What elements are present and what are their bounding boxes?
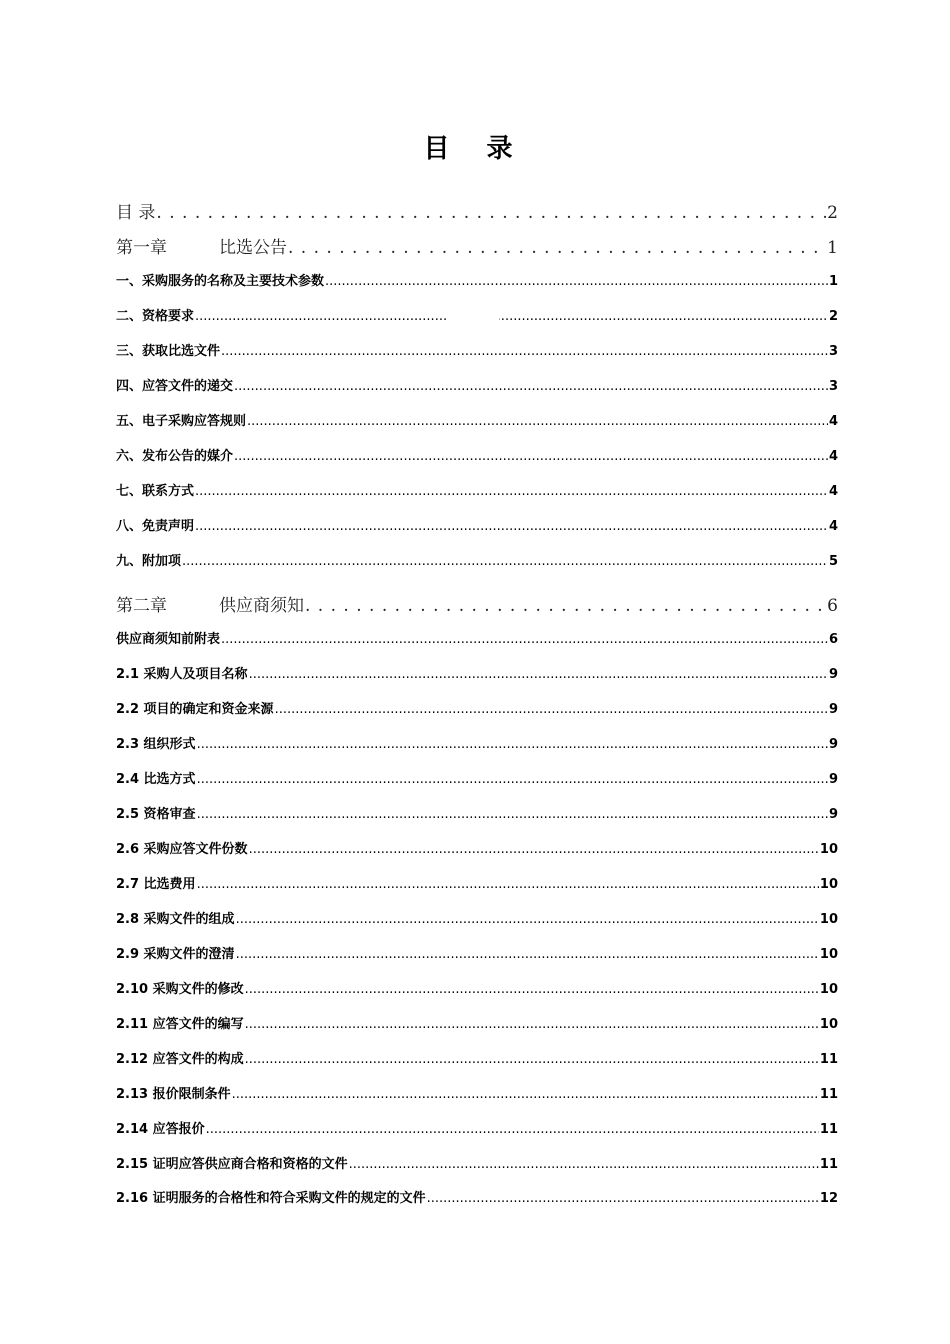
- toc-page-number: 9: [828, 807, 838, 822]
- toc-label: 2.3 组织形式: [116, 737, 196, 752]
- toc-entry[interactable]: [116, 1153, 838, 1173]
- toc-entry[interactable]: [116, 270, 838, 290]
- dot-leader: [197, 877, 819, 893]
- toc-page-number: 3: [828, 379, 838, 394]
- toc-page-number: 4: [828, 449, 838, 464]
- toc-label: 2.4 比选方式: [116, 772, 196, 787]
- toc-label: 2.7 比选费用: [116, 877, 196, 892]
- dot-leader: [232, 1087, 819, 1103]
- toc-page-number: 2: [828, 309, 838, 324]
- toc-page-number: 4: [828, 519, 838, 534]
- toc-label: 2.6 采购应答文件份数: [116, 842, 248, 857]
- dot-leader: [249, 667, 828, 683]
- page-title: 目 录: [423, 134, 527, 164]
- toc-label: 2.15 证明应答供应商合格和资格的文件: [116, 1157, 348, 1172]
- toc-entry[interactable]: [116, 1048, 838, 1068]
- toc-label: 二、资格要求: [116, 309, 195, 324]
- toc-page-number: 10: [819, 842, 838, 857]
- toc-page-number: 6: [827, 596, 838, 616]
- toc-label: 2.12 应答文件的构成: [116, 1052, 244, 1067]
- toc-page-number: 4: [828, 414, 838, 429]
- toc-entry[interactable]: [116, 1187, 838, 1207]
- toc-entry[interactable]: [116, 908, 838, 928]
- toc-label: 2.16 证明服务的合格性和符合采购文件的规定的文件: [116, 1191, 426, 1206]
- toc-page-number: 6: [828, 632, 838, 647]
- dot-leader: [197, 772, 828, 788]
- dot-leader: [234, 449, 828, 465]
- toc-page-number: 4: [828, 484, 838, 499]
- chapter-number: 第二章: [116, 596, 167, 616]
- toc-entry[interactable]: [116, 873, 838, 893]
- toc-label: 2.13 报价限制条件: [116, 1087, 231, 1102]
- toc-page-number: 11: [819, 1122, 838, 1137]
- toc-label: 八、免责声明: [116, 519, 195, 534]
- toc-page-number: 9: [828, 772, 838, 787]
- dot-leader: [195, 309, 828, 325]
- toc-label: 四、应答文件的递交: [116, 379, 234, 394]
- dot-leader: [221, 632, 828, 648]
- dot-leader: [245, 982, 819, 998]
- chapter-title: 供应商须知: [219, 596, 304, 616]
- dot-leader: [249, 842, 819, 858]
- dot-leader: [234, 379, 828, 395]
- toc-entry[interactable]: [116, 663, 838, 683]
- dot-leader: [182, 554, 828, 570]
- toc-entry[interactable]: [116, 733, 838, 753]
- toc-entry[interactable]: [116, 1118, 838, 1138]
- toc-entry[interactable]: [116, 340, 838, 360]
- toc-label: 六、发布公告的媒介: [116, 449, 234, 464]
- toc-label: 供应商须知前附表: [116, 632, 221, 647]
- toc-label: 五、电子采购应答规则: [116, 414, 247, 429]
- toc-entry[interactable]: [116, 838, 838, 858]
- toc-label: 2.2 项目的确定和资金来源: [116, 702, 274, 717]
- toc-label: 2.9 采购文件的澄清: [116, 947, 235, 962]
- toc-page-number: 9: [828, 702, 838, 717]
- toc-label: 2.14 应答报价: [116, 1122, 205, 1137]
- toc-entry[interactable]: [116, 943, 838, 963]
- toc-page-number: 10: [819, 1017, 838, 1032]
- dot-leader: [236, 947, 819, 963]
- dot-leader: [349, 1157, 819, 1173]
- toc-page-number: 3: [828, 344, 838, 359]
- toc-page-number: 5: [828, 554, 838, 569]
- toc-entry[interactable]: [116, 1083, 838, 1103]
- toc-page-number: 1: [827, 238, 838, 258]
- toc-page-number: 2: [827, 203, 838, 223]
- toc-label: 目 录: [116, 203, 156, 223]
- toc-entry[interactable]: [116, 410, 838, 430]
- dot-leader: [325, 274, 828, 290]
- toc-entry[interactable]: [116, 628, 838, 648]
- chapter-number: 第一章: [116, 238, 167, 258]
- toc-entry[interactable]: [116, 768, 838, 788]
- toc-entry[interactable]: [116, 1013, 838, 1033]
- toc-entry[interactable]: [116, 978, 838, 998]
- dot-leader: [245, 1017, 819, 1033]
- dot-leader: [197, 737, 828, 753]
- dot-leader: [288, 238, 826, 258]
- toc-label: 2.8 采购文件的组成: [116, 912, 235, 927]
- toc-page-number: 12: [819, 1191, 838, 1206]
- dot-leader: [275, 702, 828, 718]
- toc-page-number: 10: [819, 877, 838, 892]
- toc-entry[interactable]: [116, 591, 838, 616]
- toc-page-number: 11: [819, 1052, 838, 1067]
- toc-label: 2.11 应答文件的编写: [116, 1017, 244, 1032]
- dot-leader: [156, 203, 826, 223]
- dot-leader: [236, 912, 819, 928]
- dot-leader: [427, 1191, 819, 1207]
- toc-entry[interactable]: [116, 198, 838, 223]
- toc-page-number: 10: [819, 912, 838, 927]
- toc-page-number: 9: [828, 737, 838, 752]
- toc-label: [116, 591, 304, 616]
- toc-label: 七、联系方式: [116, 484, 195, 499]
- toc-entry[interactable]: [116, 698, 838, 718]
- toc-page-number: 1: [828, 274, 838, 289]
- toc-page-number: 11: [819, 1157, 838, 1172]
- toc-entry[interactable]: [116, 375, 838, 395]
- dot-leader: [221, 344, 828, 360]
- toc-entry[interactable]: [116, 550, 838, 570]
- chapter-title: 比选公告: [219, 238, 287, 258]
- toc-label: 三、获取比选文件: [116, 344, 221, 359]
- dot-leader: [305, 596, 826, 616]
- dot-leader: [195, 484, 828, 500]
- toc-page-number: 9: [828, 667, 838, 682]
- toc-entry[interactable]: [116, 445, 838, 465]
- toc-label: 2.1 采购人及项目名称: [116, 667, 248, 682]
- dot-leader: [195, 519, 828, 535]
- toc-entry[interactable]: [116, 480, 838, 500]
- toc-entry[interactable]: [116, 233, 838, 258]
- dot-leader: [245, 1052, 819, 1068]
- toc-page-number: 10: [819, 947, 838, 962]
- toc-label: 2.10 采购文件的修改: [116, 982, 244, 997]
- toc-label: [116, 233, 287, 258]
- leader-gap: [447, 302, 499, 322]
- toc-label: 一、采购服务的名称及主要技术参数: [116, 274, 325, 289]
- dot-leader: [206, 1122, 819, 1138]
- toc-page-number: 10: [819, 982, 838, 997]
- toc-entry[interactable]: [116, 515, 838, 535]
- toc-label: 2.5 资格审查: [116, 807, 196, 822]
- dot-leader: [247, 414, 828, 430]
- toc-entry[interactable]: [116, 803, 838, 823]
- toc-label: 九、附加项: [116, 554, 182, 569]
- toc-page-number: 11: [819, 1087, 838, 1102]
- dot-leader: [197, 807, 828, 823]
